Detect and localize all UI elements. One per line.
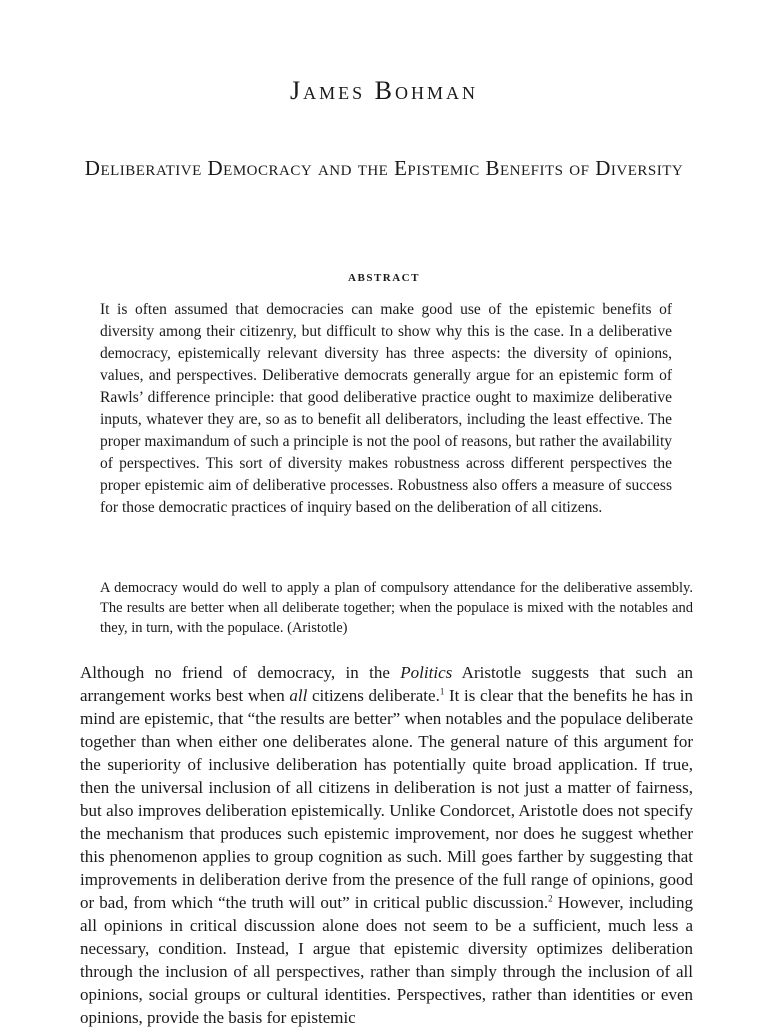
abstract-text: It is often assumed that democracies can make good use of the epistemic benefits of diversity among their citizenry, but difficult to show why this is the case. In a deliberative democracy, epistemically relevant diversity has three aspects: the diversity of opinions, values, and perspectives. Deliberative democrats generally argue for an epistemic form of Rawls’ difference principle: that good deliberative practice ought to maximize deliberative inputs, whatever they are, so as to benefit all deliberators, including the least effective. The proper maximandum of such a principle is not the pool of reasons, but rather the availability of perspectives. This sort of diversity makes robustness across different perspectives the proper epistemic aim of deliberative processes. Robustness also offers a measure of success for those democratic practices of inquiry based on the deliberation of all citizens.	[100, 301, 672, 516]
body-paragraph	[80, 661, 693, 1029]
body-text-segment: It is clear that the benefits he has in mind are epistemic, that “the results are better” when notables and the populace deliberate together than when either one deliberates alone. The general nature of this argument for the superiority of inclusive deliberation has potentially quite broad application. If true, then the universal inclusion of all citizens in deliberation is not just a matter of fairness, but also improves deliberation epistemically. Unlike Condorcet, Aristotle does not specify the mechanism that produces such epistemic improvement, nor does he suggest whether this phenomenon applies to group cognition as such. Mill goes farther by suggesting that improvements in deliberation derive from the presence of the full range of opinions, good or bad, from which “the truth will out” in critical public discussion.	[80, 686, 694, 912]
paper-title: Deliberative Democracy and the Epistemic Benefits of Diversity	[84, 156, 684, 180]
italic-politics: Politics	[400, 663, 453, 682]
author-name: James Bohman	[290, 76, 478, 105]
footnote-marker-1[interactable]: 1	[439, 686, 445, 697]
body-text-segment: However, including all opinions in critical discussion alone does not seem to be a sufficient, much less a necessary, condition. Instead, I argue that epistemic diversity optimizes deliberation through the inclusion of all perspectives, rather than simply through the inclusion of all opinions, social groups or cultural identities. Perspectives, rather than identities or even opinions, provide the basis for epistemic	[80, 893, 693, 1027]
epigraph: A democracy would do well to apply a plan of compulsory attendance for the deliberative assembly. The results are better when all deliberate together; when the populace is mixed with the notables and they, in turn, with the populace. (Aristotle)	[100, 580, 693, 636]
abstract-heading: abstract	[348, 269, 420, 285]
body-text-segment: Aristotle suggests that such an arrangement works best when	[80, 663, 693, 705]
body-text-segment: Although no friend of democracy, in the	[80, 663, 401, 682]
italic-all: all	[289, 686, 308, 705]
footnote-marker-2[interactable]: 2	[548, 893, 553, 904]
body-text-segment: citizens deliberate.	[307, 686, 440, 705]
